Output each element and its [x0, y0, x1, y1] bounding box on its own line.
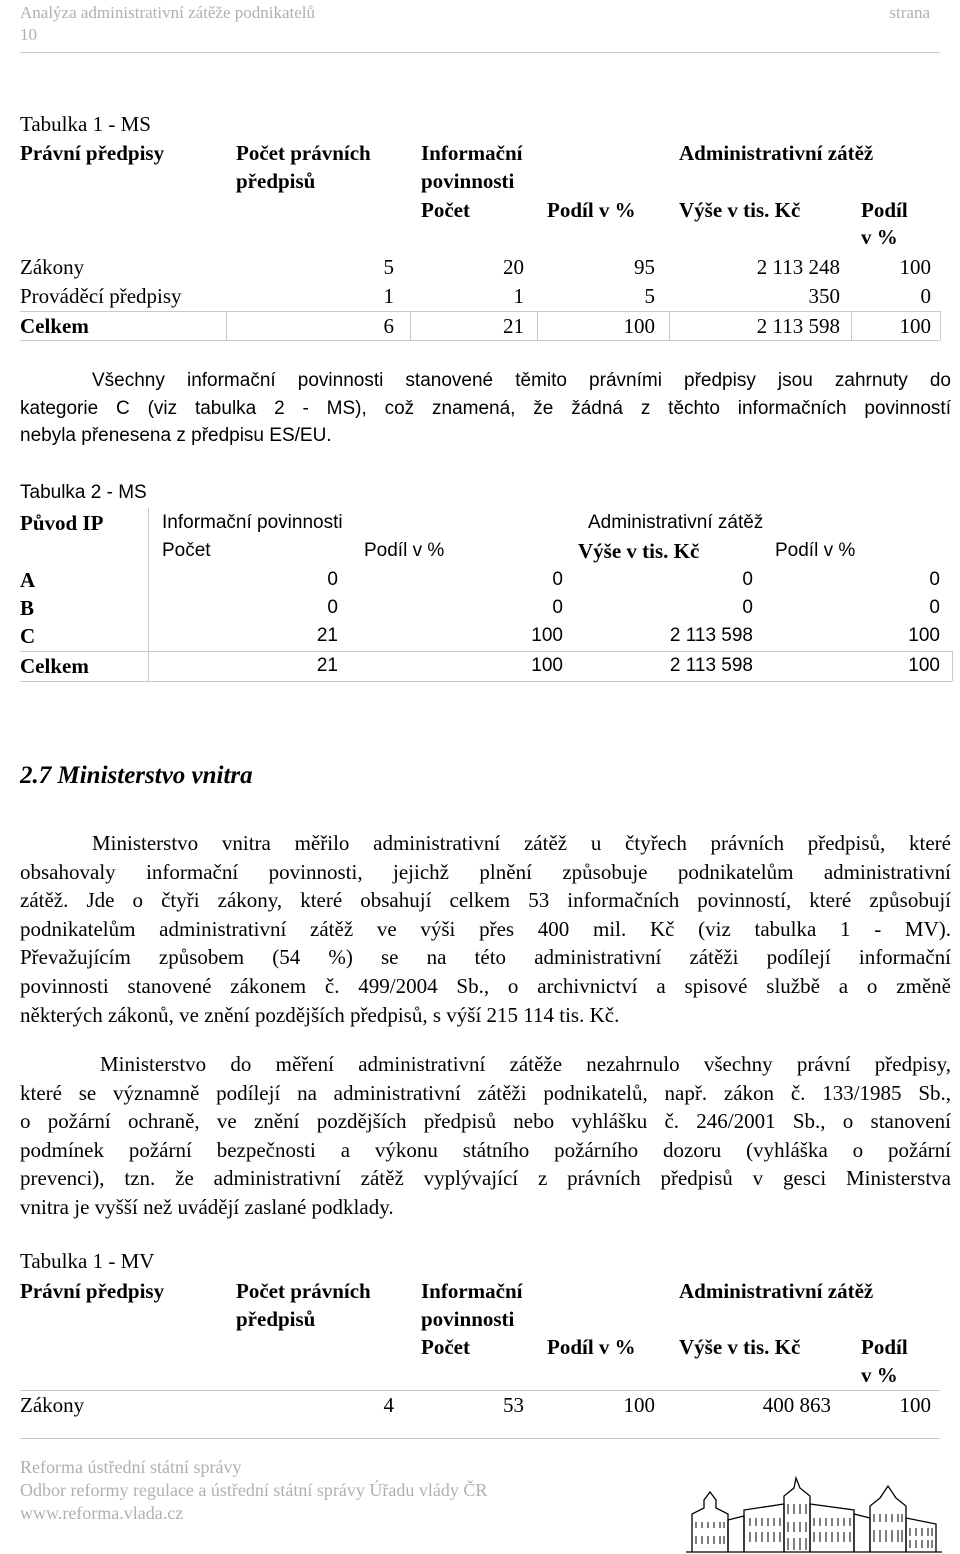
total-vyse: 2 113 598 — [669, 655, 753, 676]
paragraph-line: obsahovaly informační povinnosti, jejichž plnění způsobuje podnikatelům administrativní — [20, 859, 951, 884]
cell-vyse: 350 — [808, 284, 840, 308]
paragraph-categories — [20, 367, 951, 450]
column-header-informacni-2: povinnosti — [421, 1307, 515, 1331]
total-podil: 100 — [623, 314, 655, 338]
paragraph-line: Ministerstvo vnitra měřilo administrativní zátěž u čtyřech právních předpisů, které — [92, 831, 951, 855]
paragraph-line: Převažujícím způsobem (54 %) se na této administrativní zátěži podílejí informační — [20, 945, 951, 970]
cell-pocet: 0 — [327, 597, 338, 618]
paragraph-line: prevenci), tzn. že administrativní zátěž vyplývající z právních předpisů v gesci Ministerstva — [20, 1166, 951, 1191]
row-label: B — [20, 596, 35, 620]
total-label: Celkem — [20, 314, 89, 338]
cell-divider — [952, 651, 953, 681]
cell-pocet-predpisu: 1 — [383, 284, 394, 308]
paragraph-line: o požární ochraně, ve znění pozdějších předpisů nebo vyhlášku č. 246/2001 Sb., o stanovení — [20, 1109, 951, 1134]
paragraph-line: Všechny informační povinnosti stanovené těmito právními předpisy jsou zahrnuty do — [92, 370, 951, 391]
column-header-informacni: Informační — [421, 141, 523, 165]
cell-podil: 95 — [634, 255, 655, 279]
paragraph-line: nebyla přenesena z předpisu ES/EU. — [20, 425, 332, 446]
paragraph-line: kategorie C (viz tabulka 2 - MS), což znamená, že žádná z těchto informačních povinností — [20, 397, 951, 419]
total-pocet: 21 — [503, 314, 524, 338]
subheader-podil: Podíl v % — [364, 540, 445, 561]
cell-pocet: 0 — [327, 569, 338, 590]
row-label: Zákony — [20, 255, 85, 279]
column-header-administrativni-zatez: Administrativní zátěž — [679, 141, 874, 165]
page-footer — [20, 1456, 487, 1525]
subheader-podil-2: Podíl — [861, 1335, 908, 1359]
table-caption: Tabulka 1 - MV — [20, 1249, 155, 1273]
paragraph-line: povinnosti stanovené zákonem č. 499/2004 Sb., o archivnictví a spisové službě a o změně — [20, 973, 951, 998]
cell-pocet: 1 — [513, 284, 524, 308]
table-rule — [20, 681, 952, 682]
subheader-podil: Podíl v % — [547, 198, 636, 222]
row-label: A — [20, 568, 36, 592]
cell-podil: 0 — [552, 597, 563, 618]
subheader-pocet: Počet — [162, 540, 211, 561]
document-title: Analýza administrativní zátěže podnikatelů — [20, 3, 316, 22]
cell-podil: 5 — [644, 284, 655, 308]
cell-podil-2: 100 — [899, 1393, 931, 1417]
subheader-podil-2: Podíl v % — [775, 540, 856, 561]
subheader-vyse: Výše v tis. Kč — [679, 198, 801, 222]
section-heading: 2.7 Ministerstvo vnitra — [20, 762, 253, 789]
column-header-pocet-pravnich-2: předpisů — [236, 169, 316, 193]
subheader-pocet: Počet — [421, 198, 470, 222]
column-header-puvod: Původ IP — [20, 511, 104, 535]
column-header-pocet-pravnich: Počet právních — [236, 141, 371, 165]
column-header-informacni-2: povinnosti — [421, 169, 515, 193]
table-rule — [20, 1390, 940, 1391]
total-podil-2: 100 — [899, 314, 931, 338]
cell-pocet-predpisu: 5 — [383, 255, 394, 279]
cell-divider — [940, 311, 941, 340]
cell-podil-2: 0 — [920, 284, 931, 308]
footer-link[interactable]: www.reforma.vlada.cz — [20, 1503, 184, 1523]
footer-line: Reforma ústřední státní správy — [20, 1457, 242, 1477]
total-vyse: 2 113 598 — [756, 314, 840, 338]
paragraph-line: podmínek požární bezpečnosti a výkonu státního požárního dozoru (vyhláška o požární — [20, 1137, 951, 1162]
footer-line: Odbor reformy regulace a ústřední státní správy Úřadu vlády ČR — [20, 1480, 488, 1500]
column-header-administrativni-zatez: Administrativní zátěž — [588, 512, 764, 533]
footer-rule — [20, 1438, 940, 1439]
column-header-pocet-pravnich-2: předpisů — [236, 1307, 316, 1331]
subheader-podil: Podíl v % — [547, 1335, 636, 1359]
cell-vyse: 0 — [742, 597, 753, 618]
paragraph-line: některých zákonů, ve znění pozdějších předpisů, s výší 215 114 tis. Kč. — [20, 1002, 620, 1027]
cell-vyse: 2 113 598 — [669, 625, 753, 646]
cell-pocet-predpisu: 4 — [383, 1393, 394, 1417]
subheader-podil-2b: v % — [861, 225, 898, 249]
cell-divider — [669, 311, 670, 340]
column-header-pravni-predpisy: Právní předpisy — [20, 1279, 165, 1303]
table-caption: Tabulka 2 - MS — [20, 482, 147, 503]
total-pocet-predpisu: 6 — [383, 314, 394, 338]
cell-podil-2: 0 — [929, 569, 940, 590]
cell-divider — [226, 311, 227, 340]
cell-podil-2: 100 — [899, 255, 931, 279]
cell-divider — [410, 311, 411, 340]
cell-vyse: 400 863 — [762, 1393, 831, 1417]
header-rule — [20, 52, 940, 53]
paragraph-line: Ministerstvo do měření administrativní zátěže nezahrnulo všechny právní předpisy, — [100, 1052, 951, 1076]
paragraph-mv-measurement — [20, 829, 951, 1029]
row-label: C — [20, 624, 36, 648]
cell-pocet: 53 — [503, 1393, 524, 1417]
total-pocet: 21 — [316, 655, 338, 676]
subheader-podil-2b: v % — [861, 1363, 898, 1387]
subheader-pocet: Počet — [421, 1335, 470, 1359]
cell-podil: 100 — [623, 1393, 655, 1417]
total-podil-2: 100 — [908, 655, 940, 676]
total-podil: 100 — [531, 655, 563, 676]
column-header-pravni-predpisy: Právní předpisy — [20, 141, 165, 165]
paragraph-mv-not-included — [20, 1050, 951, 1222]
column-header-pocet-pravnich: Počet právních — [236, 1279, 371, 1303]
column-divider — [148, 508, 149, 682]
cell-podil-2: 0 — [929, 597, 940, 618]
cell-podil: 0 — [552, 569, 563, 590]
page-label: strana — [889, 3, 930, 22]
table-rule — [20, 311, 940, 312]
paragraph-line: podnikatelům administrativní zátěž ve výši přes 400 mil. Kč (viz tabulka 1 - MV). — [20, 916, 951, 941]
government-building-logo — [684, 1474, 944, 1554]
total-label: Celkem — [20, 654, 89, 678]
cell-vyse: 2 113 248 — [756, 255, 840, 279]
cell-pocet: 20 — [503, 255, 524, 279]
table-rule — [20, 340, 940, 341]
paragraph-line: vnitra je vyšší než uvádějí zaslané podklady. — [20, 1194, 394, 1219]
table-caption: Tabulka 1 - MS — [20, 112, 151, 136]
cell-pocet: 21 — [316, 625, 338, 646]
cell-podil: 100 — [531, 625, 563, 646]
cell-vyse: 0 — [742, 569, 753, 590]
cell-podil-2: 100 — [908, 625, 940, 646]
column-header-informacni-povinnosti: Informační povinnosti — [162, 512, 343, 533]
paragraph-line: které se významně podílejí na administrativní zátěži podnikatelů, např. zákon č. 133/1985 Sb., — [20, 1080, 951, 1105]
row-label: Zákony — [20, 1393, 85, 1417]
page-number: 10 — [20, 25, 37, 44]
paragraph-line: zátěž. Jde o čtyři zákony, které obsahují celkem 53 informačních povinností, které způsobují — [20, 888, 951, 913]
cell-divider — [537, 311, 538, 340]
subheader-podil-2: Podíl — [861, 198, 908, 222]
column-header-administrativni-zatez: Administrativní zátěž — [679, 1279, 874, 1303]
column-header-informacni: Informační — [421, 1279, 523, 1303]
row-label: Prováděcí předpisy — [20, 284, 182, 308]
table-rule — [20, 651, 952, 652]
subheader-vyse: Výše v tis. Kč — [578, 539, 700, 563]
subheader-vyse: Výše v tis. Kč — [679, 1335, 801, 1359]
